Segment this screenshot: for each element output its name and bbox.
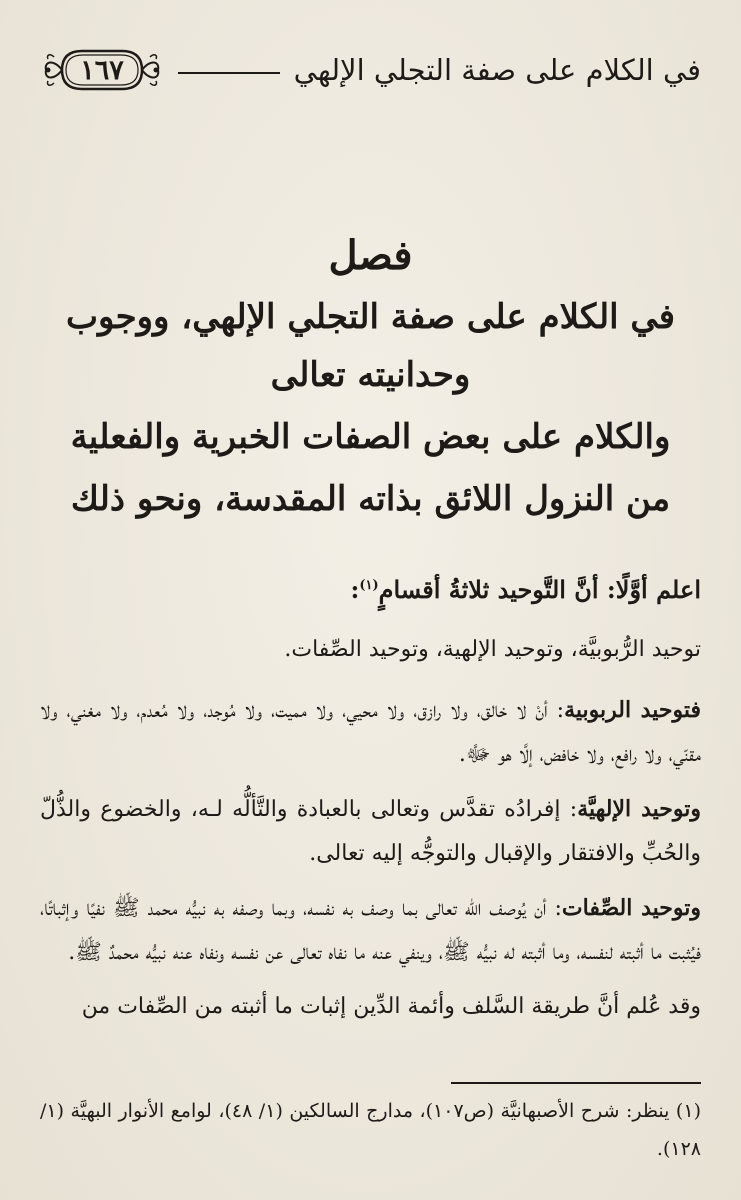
header-rule <box>178 72 280 74</box>
chapter-title-line-1: في الكلام على صفة التجلي الإلهي، ووجوب وحدانيته تعالى <box>66 297 675 395</box>
page-header <box>40 40 701 100</box>
text-rububiyya: : أنْ لا خالق، ولا رازق، ولا محيي، ولا مميت، ولا مُوجد، ولا مُعدم، ولا مغني، ولا مقنّي، ولا رافع، ولا خافض، إلَّا هو ﷻ. <box>40 698 701 767</box>
chapter-title-line-2: والكلام على بعض الصفات الخبرية والفعلية <box>70 417 671 457</box>
footnote: (١) ينظر: شرح الأصبهانيَّة (ص١٠٧)، مدارج السالكين (١/ ٤٨)، لوامع الأنوار البهيَّة (١/ ١٢٨). <box>40 1100 701 1160</box>
paragraph-rububiyya <box>40 688 701 777</box>
term-rububiyya: فتوحيد الربوبية <box>564 697 701 723</box>
running-head: في الكلام على صفة التجلي الإلهي <box>293 53 701 87</box>
intro-text: اعلم أوَّلًا: أنَّ التَّوحيد ثلاثةُ أقسامٍ <box>378 575 701 604</box>
text-sifat: : أن يُوصف الله تعالى بما وصف به نفسه، وبما وصفه به نبيُّه محمد ﷺ نفيًا وإثباتًا، فيُثبت ما أثبته لنفسه، وما أثبته له نبيُّه ﷺ، وينفي عنه ما نفاه تعالى عن نفسه ونفاه عنه نبيُّه محمدٌ ﷺ. <box>40 896 701 965</box>
chapter-title-line-3: من النزول اللائق بذاته المقدسة، ونحو ذلك <box>70 479 671 519</box>
page-number: ١٦٧ <box>80 54 124 86</box>
chapter-label: فصل <box>328 232 413 279</box>
footnote-ref: (١) <box>359 578 379 593</box>
intro-colon: : <box>350 575 360 604</box>
paragraph-sifat <box>40 886 701 975</box>
footnote-rule <box>451 1082 701 1084</box>
tawhid-types: توحيد الرُّبوبيَّة، وتوحيد الإلهية، وتوحيد الصِّفات. <box>284 637 701 662</box>
body-text <box>40 564 701 1029</box>
paragraph-ilahiyya <box>40 787 701 876</box>
paragraph-salaf: وقد عُلم أنَّ طريقة السَّلف وأئمة الدِّين إثبات ما أثبته من الصِّفات من <box>81 994 701 1019</box>
chapter-heading <box>40 228 701 528</box>
term-sifat: وتوحيد الصِّفات <box>561 895 701 921</box>
term-ilahiyya: وتوحيد الإلهيَّة <box>577 796 701 822</box>
intro-paragraph <box>40 564 701 612</box>
text-ilahiyya: : إفرادُه تقدَّس وتعالى بالعبادة والتَّألُّه لـه، والخضوع والذُّلّ والحُبِّ والافتقار والإقبال والتوجُّه إليه تعالى. <box>40 797 701 866</box>
page-number-ornament <box>40 45 164 95</box>
